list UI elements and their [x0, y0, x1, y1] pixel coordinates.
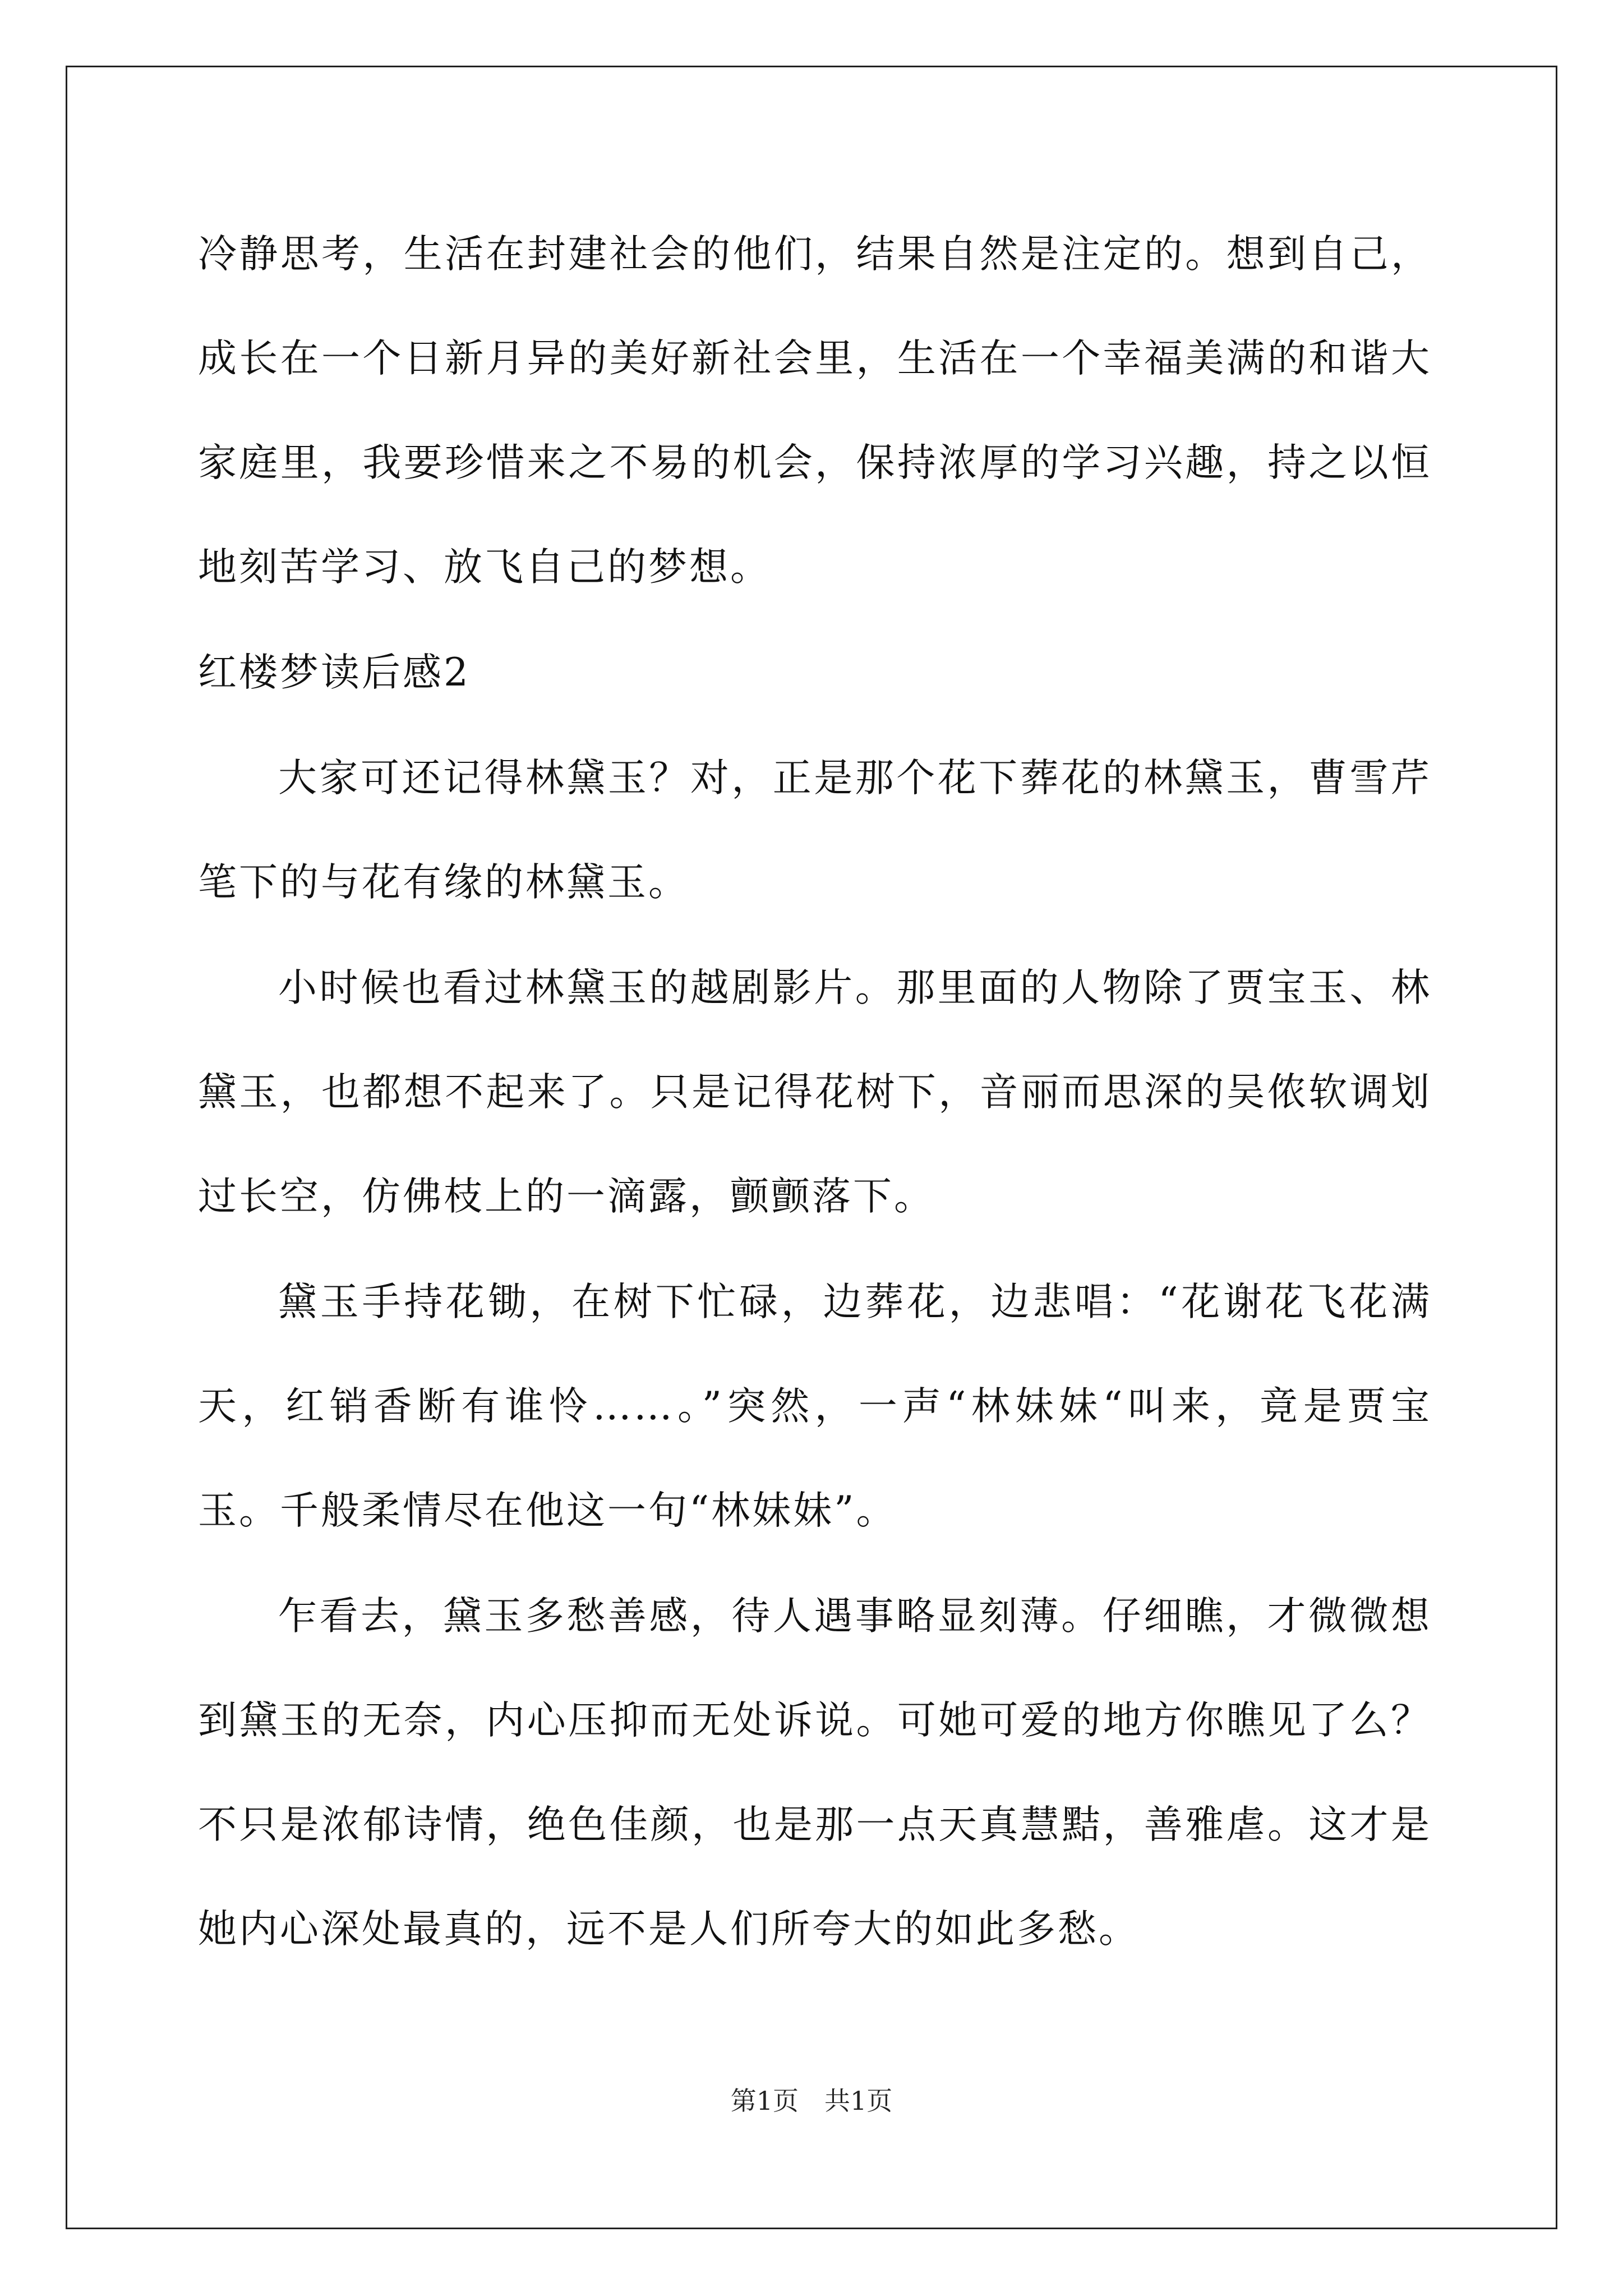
paragraph-4: 乍看去，黛玉多愁善感，待人遇事略显刻薄。仔细瞧，才微微想到黛玉的无奈，内心压抑而无处诉说。可她可爱的地方你瞧见了么？不只是浓郁诗情，绝色佳颜，也是那一点天真慧黠，善雅虐。这才是她内心深处最真的，远不是人们所夸大的如此多愁。 — [198, 1594, 1432, 1952]
paragraph-2: 小时候也看过林黛玉的越剧影片。那里面的人物除了贾宝玉、林黛玉，也都想不起来了。只是记得花树下，音丽而思深的吴侬软调划过长空，仿佛枝上的一滴露，颤颤落下。 — [198, 965, 1432, 1219]
page-footer: 第1页 共1页 — [730, 2086, 893, 2116]
section-heading: 红楼梦读后感2 — [198, 650, 471, 695]
document-body — [198, 202, 1432, 1981]
paragraph-continuation: 冷静思考，生活在封建社会的他们，结果自然是注定的。想到自己，成长在一个日新月异的美好新社会里，生活在一个幸福美满的和谐大家庭里，我要珍惜来之不易的机会，保持浓厚的学习兴趣，持之以恒地刻苦学习、放飞自己的梦想。 — [198, 232, 1432, 590]
paragraph-3: 黛玉手持花锄，在树下忙碌，边葬花，边悲唱：“花谢花飞花满天，红销香断有谁怜……。”突然，一声“林妹妹“叫来，竟是贾宝玉。千般柔情尽在他这一句“林妹妹”。 — [198, 1280, 1432, 1533]
paragraph-1: 大家可还记得林黛玉？对，正是那个花下葬花的林黛玉，曹雪芹笔下的与花有缘的林黛玉。 — [198, 756, 1432, 905]
